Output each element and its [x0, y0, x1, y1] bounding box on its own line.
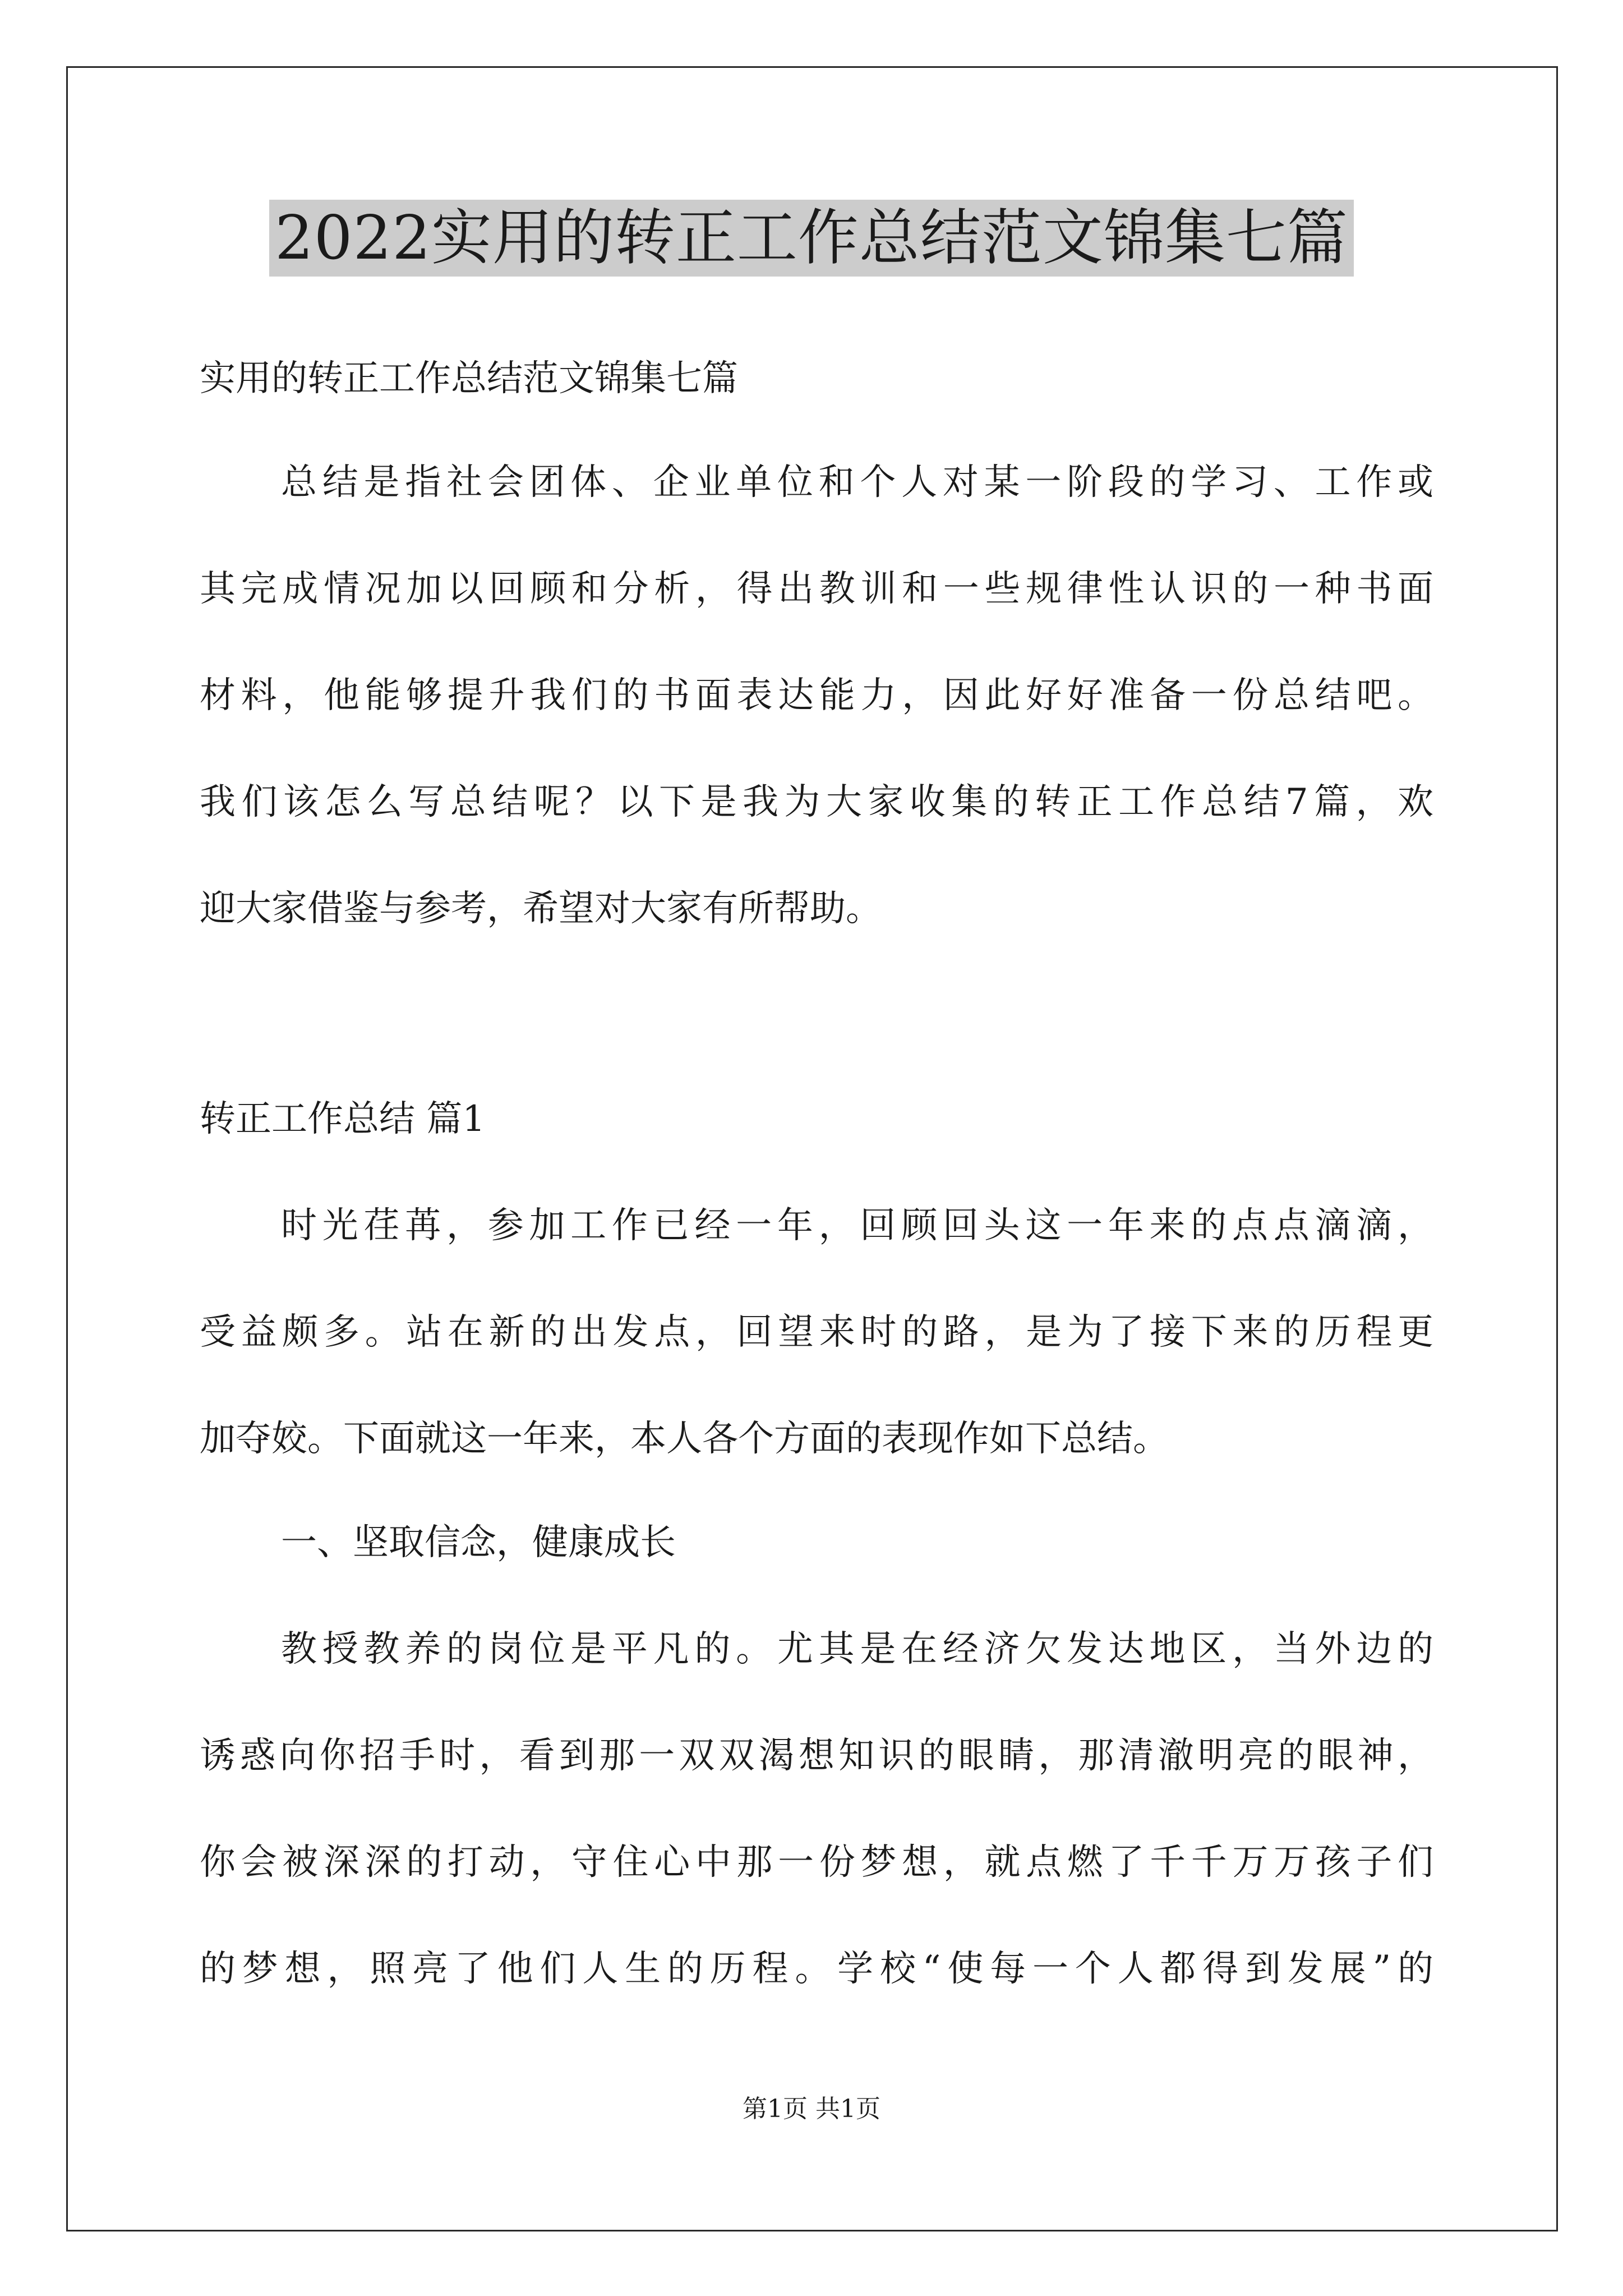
page-footer: 第1页 共1页 — [743, 2095, 880, 2123]
intro-line: 我们该怎么写总结呢？以下是我为大家收集的转正工作总结7篇，欢 — [200, 781, 1433, 823]
intro-line: 材料，他能够提升我们的书面表达能力，因此好好准备一份总结吧。 — [200, 675, 1433, 716]
document-title — [0, 196, 1623, 280]
section-heading: 转正工作总结 篇1 — [200, 1098, 486, 1140]
intro-line: 迎大家借鉴与参考，希望对大家有所帮助。 — [200, 888, 882, 930]
section-line: 加夺姣。下面就这一年来，本人各个方面的表现作如下总结。 — [200, 1418, 1169, 1460]
intro-line: 总结是指社会团体、企业单位和个人对某一阶段的学习、工作或 — [281, 462, 1433, 503]
body-line: 你会被深深的打动，守住心中那一份梦想，就点燃了千千万万孩子们 — [200, 1842, 1433, 1883]
body-line: 教授教养的岗位是平凡的。尤其是在经济欠发达地区，当外边的 — [281, 1628, 1433, 1670]
subheading: 一、坚取信念，健康成长 — [281, 1522, 676, 1563]
section-line: 受益颇多。站在新的出发点，回望来时的路，是为了接下来的历程更 — [200, 1312, 1433, 1353]
subtitle: 实用的转正工作总结范文锦集七篇 — [200, 358, 738, 399]
body-line: 的梦想，照亮了他们人生的历程。学校“使每一个人都得到发展”的 — [200, 1948, 1433, 1990]
body-line: 诱惑向你招手时，看到那一双双渴想知识的眼睛，那清澈明亮的眼神， — [200, 1735, 1433, 1777]
document-title-text: 2022实用的转正工作总结范文锦集七篇 — [269, 200, 1354, 277]
intro-line: 其完成情况加以回顾和分析，得出教训和一些规律性认识的一种书面 — [200, 568, 1433, 610]
section-line: 时光荏苒，参加工作已经一年，回顾回头这一年来的点点滴滴， — [281, 1205, 1433, 1246]
